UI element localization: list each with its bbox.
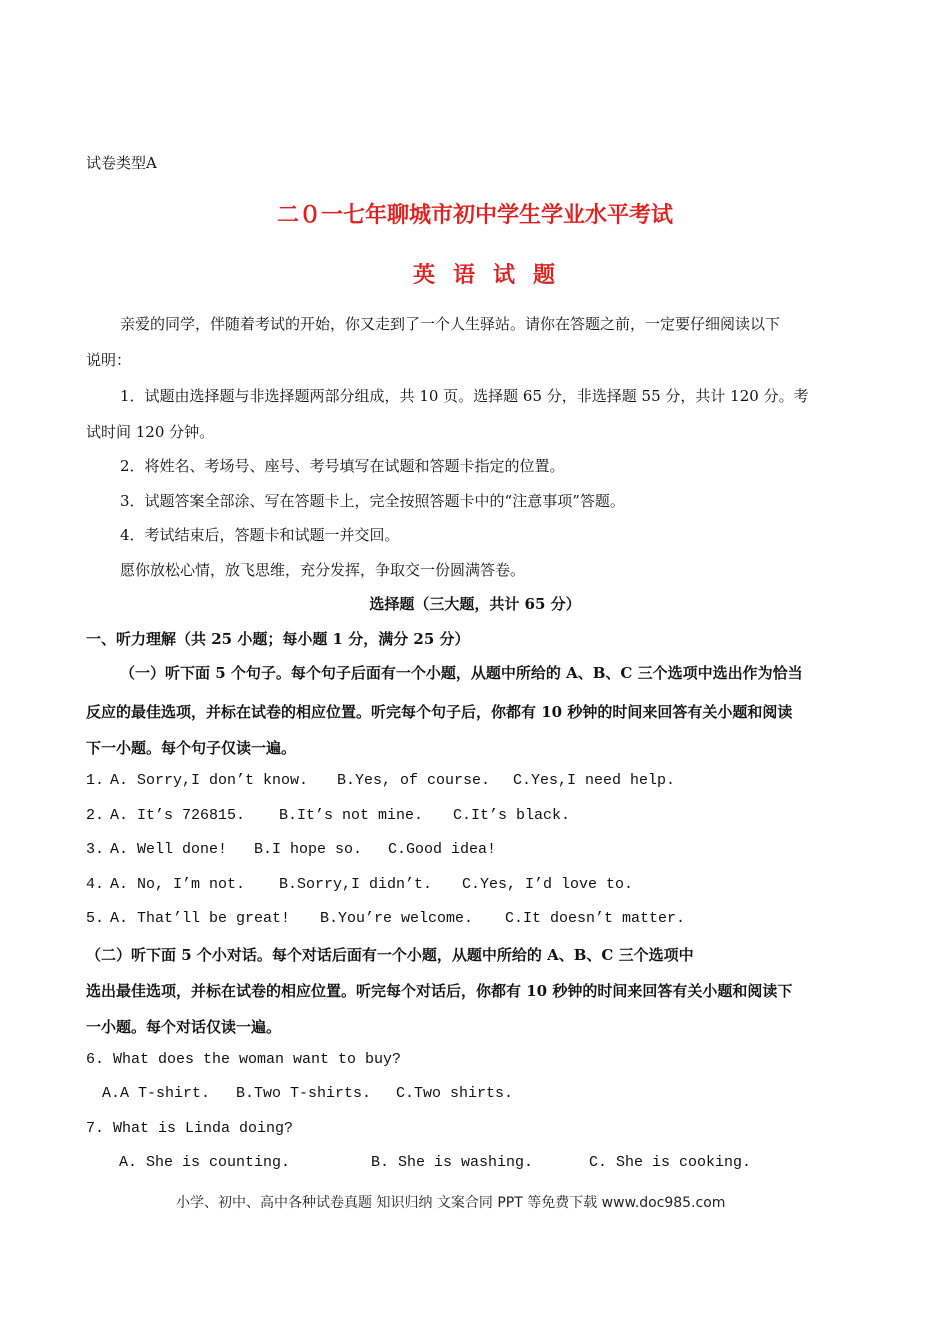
option-b: B. She is washing.	[371, 1154, 534, 1171]
option-b: B.Yes, of course.	[337, 772, 491, 789]
part1b-instruction-2: 选出最佳选项，并标在试卷的相应位置。听完每个对话后，你都有 10 秒钟的时间来回答有关小题和阅读下	[86, 982, 793, 1000]
option-c: C.Yes, I’d love to.	[462, 876, 634, 893]
intro-line-2: 说明：	[86, 351, 132, 369]
option-b: B.I hope so.	[254, 841, 363, 858]
option-a: A. She is counting.	[119, 1154, 291, 1171]
question-number: 3.	[86, 841, 105, 858]
option-a: A.A T-shirt.	[102, 1085, 211, 1102]
option-c: C. She is cooking.	[589, 1154, 752, 1171]
part1-heading: 一、听力理解（共 25 小题；每小题 1 分，满分 25 分）	[86, 630, 470, 648]
part1b-instruction-1: （二）听下面 5 个小对话。每个对话后面有一个小题，从题中所给的 A、B、C 三个选项中	[86, 946, 694, 964]
part1b-instruction-3: 一小题。每个对话仅读一遍。	[86, 1018, 282, 1036]
option-b: B.It’s not mine.	[279, 807, 424, 824]
question-number: 2.	[86, 807, 105, 824]
part1a-instruction-1: （一）听下面 5 个句子。每个句子后面有一个小题，从题中所给的 A、B、C 三个选项中选出作为恰当	[120, 664, 803, 682]
footer-download-note: 小学、初中、高中各种试卷真题 知识归纳 文案合同 PPT 等免费下载 www.doc985.com	[176, 1195, 726, 1211]
rule-1-line-2: 试时间 120 分钟。	[86, 423, 215, 441]
option-c: C.Good idea!	[388, 841, 497, 858]
question-text: 7. What is Linda doing?	[86, 1120, 294, 1137]
rule-3: 3．试题答案全部涂、写在答题卡上，完全按照答题卡中的“注意事项”答题。	[120, 492, 625, 510]
section-heading: 选择题（三大题，共计 65 分）	[369, 595, 581, 613]
rule-2: 2．将姓名、考场号、座号、考号填写在试题和答题卡指定的位置。	[120, 457, 565, 475]
part1a-instruction-3: 下一小题。每个句子仅读一遍。	[86, 739, 297, 757]
option-c: C.It’s black.	[453, 807, 571, 824]
exam-title: 二０一七年聊城市初中学生学业水平考试	[276, 202, 673, 228]
question-text: 6. What does the woman want to buy?	[86, 1051, 402, 1068]
rule-1-line-1: 1．试题由选择题与非选择题两部分组成，共 10 页。选择题 65 分，非选择题 55 分，共计 120 分。考	[120, 387, 809, 405]
option-a: A. That’ll be great!	[110, 910, 291, 927]
question-number: 1.	[86, 772, 105, 789]
intro-line-1: 亲爱的同学，伴随着考试的开始，你又走到了一个人生驿站。请你在答题之前，一定要仔细阅读以下	[120, 315, 781, 333]
option-a: A. It’s 726815.	[110, 807, 246, 824]
exam-subtitle: 英语试题	[412, 262, 573, 288]
option-b: B.You’re welcome.	[320, 910, 474, 927]
option-c: C.Two shirts.	[396, 1085, 514, 1102]
option-a: A. Well done!	[110, 841, 228, 858]
option-c: C.It doesn’t matter.	[505, 910, 686, 927]
part1a-instruction-2: 反应的最佳选项，并标在试卷的相应位置。听完每个句子后，你都有 10 秒钟的时间来回答有关小题和阅读	[86, 703, 793, 721]
option-b: B.Two T-shirts.	[236, 1085, 372, 1102]
option-a: A. Sorry,I don’t know.	[110, 772, 309, 789]
option-a: A. No, I’m not.	[110, 876, 246, 893]
question-number: 4.	[86, 876, 105, 893]
rule-4: 4．考试结束后，答题卡和试题一并交回。	[120, 526, 400, 544]
wish-line: 愿你放松心情，放飞思维，充分发挥，争取交一份圆满答卷。	[120, 561, 526, 579]
option-c: C.Yes,I need help.	[513, 772, 676, 789]
question-number: 5.	[86, 910, 105, 927]
paper-type: 试卷类型A	[86, 154, 157, 172]
option-b: B.Sorry,I didn’t.	[279, 876, 433, 893]
